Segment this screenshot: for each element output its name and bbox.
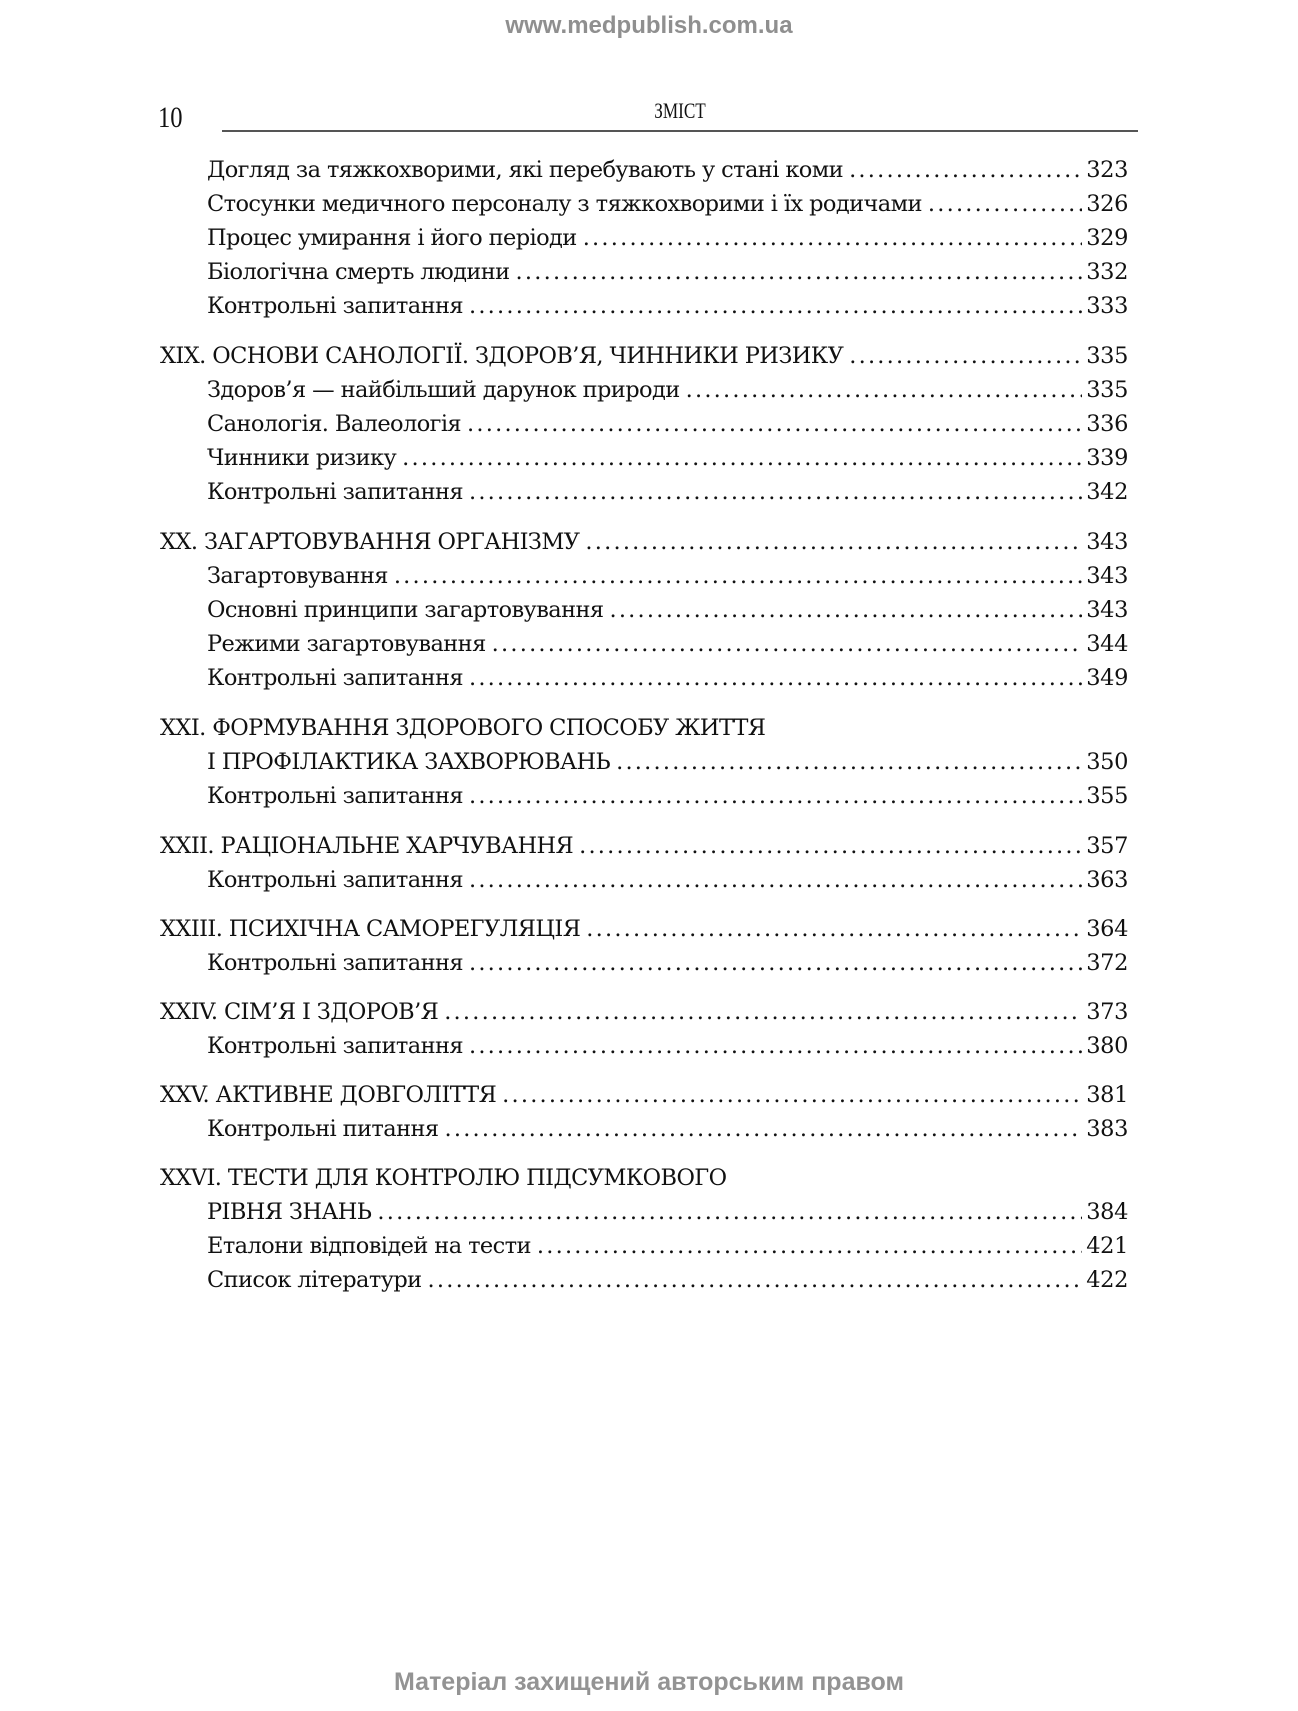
toc-entry — [207, 629, 1128, 659]
dot-leader — [469, 1031, 1082, 1061]
toc-chapter-page: 364 — [1086, 916, 1128, 942]
toc-chapter-continuation — [207, 1197, 1128, 1227]
toc-entry-page: 339 — [1086, 445, 1128, 471]
dot-leader — [537, 1231, 1082, 1261]
toc-chapter-continuation — [207, 747, 1128, 777]
toc-entry — [207, 1231, 1128, 1261]
dot-leader — [377, 1197, 1082, 1227]
toc-entry-page: 349 — [1086, 665, 1128, 691]
toc-entry-title: Загартовування — [207, 563, 388, 589]
dot-leader — [469, 291, 1082, 321]
dot-leader — [616, 747, 1082, 777]
toc-entry — [207, 663, 1128, 693]
toc-entry-page: 342 — [1086, 479, 1128, 505]
toc-entry-title: Контрольні запитання — [207, 479, 463, 505]
toc-entry-page: 372 — [1086, 950, 1128, 976]
dot-leader — [469, 477, 1082, 507]
toc-entry-title: Список літератури — [207, 1267, 422, 1293]
toc-chapter-title: XIX. ОСНОВИ САНОЛОГІЇ. ЗДОРОВ’Я, ЧИННИКИ РИЗИКУ — [160, 343, 844, 369]
dot-leader — [469, 663, 1082, 693]
toc-entry-title: Основні принципи загартовування — [207, 597, 604, 623]
toc-entry-title: Контрольні запитання — [207, 783, 463, 809]
toc-chapter — [160, 713, 1128, 743]
toc-entry-title: Контрольні питання — [207, 1116, 439, 1142]
toc-chapter-title: XX. ЗАГАРТОВУВАННЯ ОРГАНІЗМУ — [160, 529, 580, 555]
toc-chapter-title: XXIV. СІМ’Я І ЗДОРОВ’Я — [160, 999, 439, 1025]
toc-entry-title: Режими загартовування — [207, 631, 486, 657]
dot-leader — [928, 189, 1082, 219]
toc-entry-page: 355 — [1086, 783, 1128, 809]
dot-leader — [583, 223, 1083, 253]
toc-entry — [207, 291, 1128, 321]
toc-entry-page: 422 — [1086, 1267, 1128, 1293]
toc-chapter-title: XXIII. ПСИХІЧНА САМОРЕГУЛЯЦІЯ — [160, 916, 581, 942]
toc-entry — [207, 443, 1128, 473]
toc-entry-page: 383 — [1086, 1116, 1128, 1142]
toc-entry — [207, 948, 1128, 978]
toc-chapter-page: 384 — [1086, 1199, 1128, 1225]
toc-entry-title: Еталони відповідей на тести — [207, 1233, 531, 1259]
toc-entry-title: Процес умирання і його періоди — [207, 225, 577, 251]
toc-entry — [207, 257, 1128, 287]
toc-entry-page: 329 — [1086, 225, 1128, 251]
dot-leader — [686, 375, 1083, 405]
toc-entry — [207, 595, 1128, 625]
toc-entry-title: Контрольні запитання — [207, 293, 463, 319]
toc-entry-title: Чинники ризику — [207, 445, 397, 471]
toc-entry-page: 344 — [1086, 631, 1128, 657]
toc-chapter-page: 373 — [1086, 999, 1128, 1025]
watermark-bottom: Матеріал захищений авторським правом — [394, 1668, 904, 1696]
dot-leader — [444, 997, 1082, 1027]
toc-entry-page: 343 — [1086, 563, 1128, 589]
toc-entry-title: Біологічна смерть людини — [207, 259, 510, 285]
dot-leader — [579, 831, 1082, 861]
toc-entry-title: Контрольні запитання — [207, 665, 463, 691]
toc-chapter-title: XXVI. ТЕСТИ ДЛЯ КОНТРОЛЮ ПІДСУМКОВОГО — [160, 1165, 727, 1191]
dot-leader — [585, 527, 1082, 557]
toc-entry-title: Контрольні запитання — [207, 867, 463, 893]
dot-leader — [428, 1265, 1083, 1295]
header-rule — [222, 130, 1138, 132]
dot-leader — [586, 914, 1082, 944]
toc-entry-page: 326 — [1086, 191, 1128, 217]
toc-entry — [207, 477, 1128, 507]
toc-entry-title: Здоров’я — найбільший дарунок природи — [207, 377, 680, 403]
dot-leader — [469, 865, 1082, 895]
toc-entry — [207, 375, 1128, 405]
toc-entry — [207, 1031, 1128, 1061]
toc-chapter — [160, 831, 1128, 861]
toc-chapter-title: XXII. РАЦІОНАЛЬНЕ ХАРЧУВАННЯ — [160, 833, 574, 859]
dot-leader — [492, 629, 1083, 659]
dot-leader — [402, 443, 1082, 473]
toc-entry — [207, 781, 1128, 811]
toc-entry-title: Контрольні запитання — [207, 1033, 463, 1059]
toc-entry-page: 421 — [1086, 1233, 1128, 1259]
toc-chapter-title: РІВНЯ ЗНАНЬ — [207, 1199, 372, 1225]
toc-chapter — [160, 527, 1128, 557]
toc-entry — [207, 1114, 1128, 1144]
toc-entry — [207, 409, 1128, 439]
toc-chapter-title: І ПРОФІЛАКТИКА ЗАХВОРЮВАНЬ — [207, 749, 611, 775]
toc-entry — [207, 865, 1128, 895]
dot-leader — [469, 948, 1082, 978]
toc-entry-page: 336 — [1086, 411, 1128, 437]
running-head — [222, 98, 1138, 124]
running-head-text: ЗМІСТ — [654, 98, 706, 123]
toc-chapter-page: 381 — [1086, 1082, 1128, 1108]
dot-leader — [467, 409, 1082, 439]
toc-chapter — [160, 1163, 1128, 1193]
toc-entry — [207, 189, 1128, 219]
toc-chapter-page: 357 — [1086, 833, 1128, 859]
toc-chapter-title: XXV. АКТИВНЕ ДОВГОЛІТТЯ — [160, 1082, 497, 1108]
toc-entry — [207, 155, 1128, 185]
dot-leader — [849, 341, 1082, 371]
toc-entry-page: 323 — [1086, 157, 1128, 183]
toc-entry-title: Санологія. Валеологія — [207, 411, 462, 437]
toc-entry — [207, 1265, 1128, 1295]
toc-entry-title: Догляд за тяжкохворими, які перебувають у стані коми — [207, 157, 844, 183]
toc-chapter — [160, 341, 1128, 371]
toc-chapter — [160, 997, 1128, 1027]
dot-leader — [444, 1114, 1082, 1144]
toc-chapter — [160, 914, 1128, 944]
dot-leader — [394, 561, 1082, 591]
toc-entry-title: Контрольні запитання — [207, 950, 463, 976]
toc-entry-page: 335 — [1086, 377, 1128, 403]
toc-entry — [207, 561, 1128, 591]
toc-entry-page: 333 — [1086, 293, 1128, 319]
watermark-top: www.medpublish.com.ua — [505, 12, 793, 39]
toc-chapter-page: 335 — [1086, 343, 1128, 369]
dot-leader — [849, 155, 1082, 185]
dot-leader — [516, 257, 1083, 287]
dot-leader — [609, 595, 1082, 625]
page-number: 10 — [158, 101, 183, 134]
toc-chapter-title: XXI. ФОРМУВАННЯ ЗДОРОВОГО СПОСОБУ ЖИТТЯ — [160, 715, 766, 741]
toc-chapter — [160, 1080, 1128, 1110]
toc-entry-page: 380 — [1086, 1033, 1128, 1059]
toc-entry-page: 332 — [1086, 259, 1128, 285]
dot-leader — [502, 1080, 1082, 1110]
toc-entry — [207, 223, 1128, 253]
dot-leader — [469, 781, 1082, 811]
toc-entry-page: 343 — [1086, 597, 1128, 623]
toc-chapter-page: 350 — [1086, 749, 1128, 775]
toc-entry-title: Стосунки медичного персоналу з тяжкохворими і їх родичами — [207, 191, 922, 217]
toc-chapter-page: 343 — [1086, 529, 1128, 555]
toc-entry-page: 363 — [1086, 867, 1128, 893]
